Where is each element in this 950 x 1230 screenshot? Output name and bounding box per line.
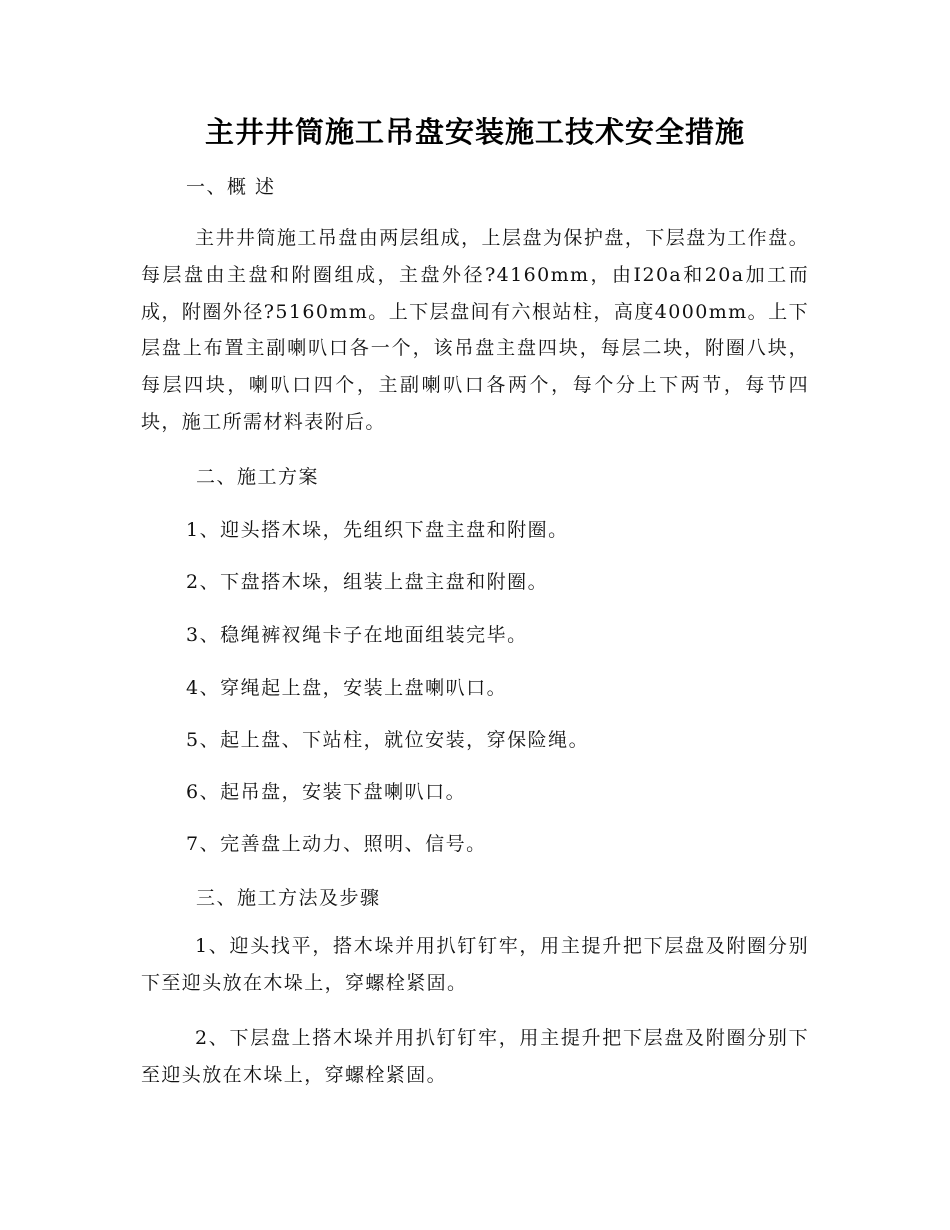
section-heading-plan: 二、施工方案 xyxy=(196,466,320,488)
plan-step: 2、下盘搭木垛，组装上盘主盘和附圈。 xyxy=(186,571,549,593)
plan-step: 5、起上盘、下站柱，就位安装，穿保险绳。 xyxy=(186,729,590,751)
section-heading-overview: 一、概 述 xyxy=(186,176,276,198)
section-heading-method: 三、施工方法及步骤 xyxy=(196,887,381,909)
plan-step: 3、稳绳裤衩绳卡子在地面组装完毕。 xyxy=(186,624,528,646)
plan-step: 6、起吊盘，安装下盘喇叭口。 xyxy=(186,781,467,803)
plan-step: 7、完善盘上动力、照明、信号。 xyxy=(186,833,487,855)
overview-paragraph: 主井井筒施工吊盘由两层组成，上层盘为保护盘，下层盘为工作盘。每层盘由主盘和附圈组成，主盘外径?4160mm，由I20a和20a加工而成，附圈外径?5160mm。上下层盘间有六根站柱，高度4000mm。上下层盘上布置主副喇叭口各一个，该吊盘主盘四块，每层二块，附圈八块，每层四块，喇叭口四个，主副喇叭口各两个，每个分上下两节，每节四块，施工所需材料表附后。 xyxy=(141,227,809,433)
method-step: 2、下层盘上搭木垛并用扒钉钉牢，用主提升把下层盘及附圈分别下至迎头放在木垛上，穿螺栓紧固。 xyxy=(141,1027,809,1086)
plan-step: 1、迎头搭木垛，先组织下盘主盘和附圈。 xyxy=(186,519,569,541)
document-title: 主井井筒施工吊盘安装施工技术安全措施 xyxy=(204,115,745,149)
plan-step: 4、穿绳起上盘，安装上盘喇叭口。 xyxy=(186,677,508,699)
method-step: 1、迎头找平，搭木垛并用扒钉钉牢，用主提升把下层盘及附圈分别下至迎头放在木垛上，穿螺栓紧固。 xyxy=(141,935,809,994)
